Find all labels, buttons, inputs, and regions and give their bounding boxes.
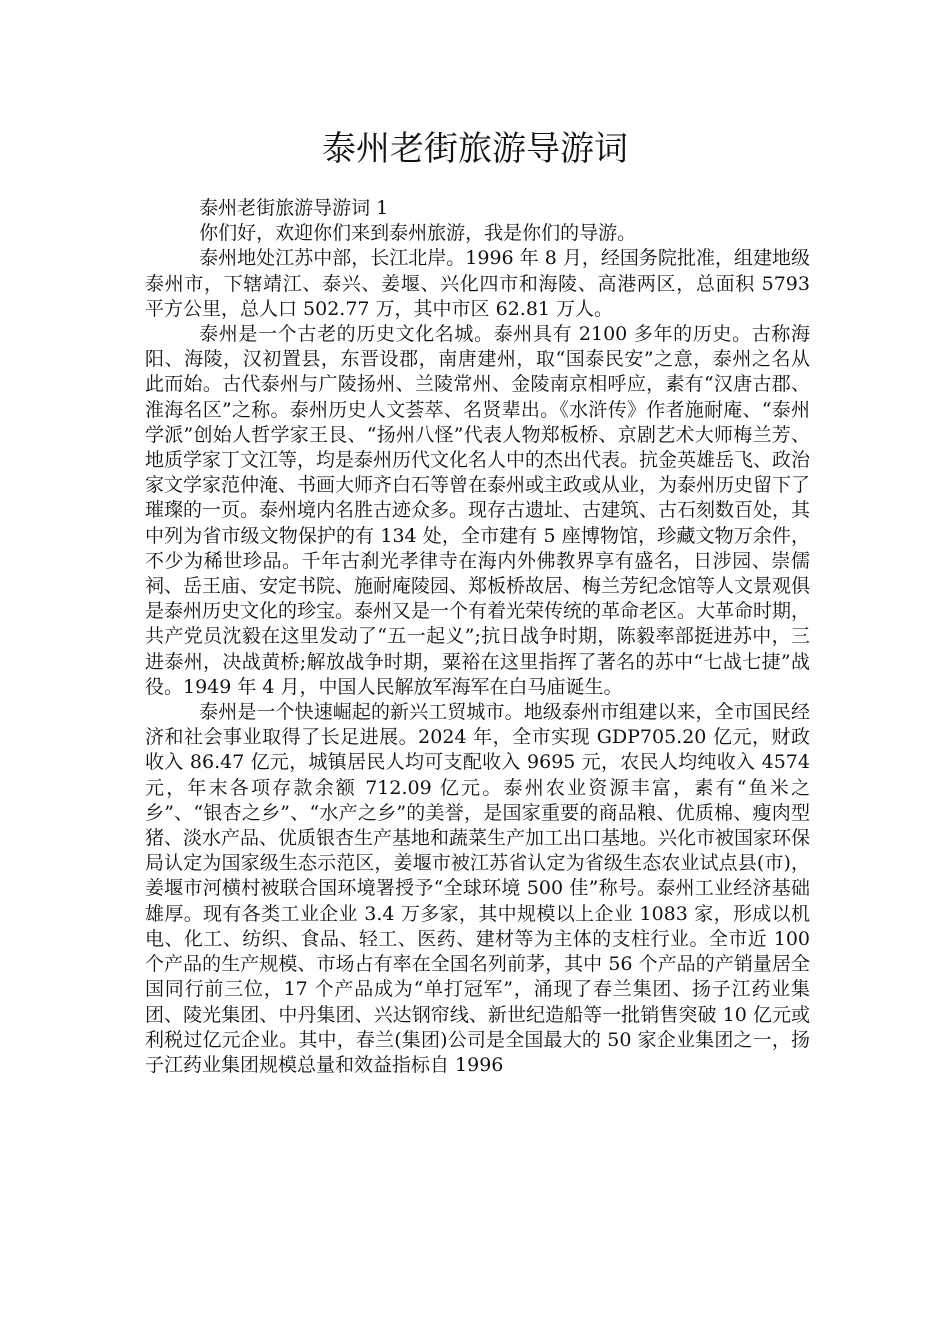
document-title: 泰州老街旅游导游词: [322, 129, 628, 169]
history-paragraph: 泰州是一个古老的历史文化名城。泰州具有 2100 多年的历史。古称海阳、海陵，汉初置县，东晋设郡，南唐建州，取“国泰民安”之意，泰州之名从此而始。古代泰州与广陵扬州、兰陵常州、金陵南京相呼应，素有“汉唐古郡、淮海名区”之称。泰州历史人文荟萃、名贤辈出。《水浒传》作者施耐庵、“泰州学派”创始人哲学家王艮、“扬州八怪”代表人物郑板桥、京剧艺术大师梅兰芳、地质学家丁文江等，均是泰州历代文化名人中的杰出代表。抗金英雄岳飞、政治家文学家范仲淹、书画大师齐白石等曾在泰州或主政或从业，为泰州历史留下了璀璨的一页。泰州境内名胜古迹众多。现存古遗址、古建筑、古石刻数百处，其中列为省市级文物保护的有 134 处，全市建有 5 座博物馆，珍藏文物万余件，不少为稀世珍品。千年古刹光孝律寺在海内外佛教界享有盛名，日涉园、崇儒祠、岳王庙、安定书院、施耐庵陵园、郑板桥故居、梅兰芳纪念馆等人文景观俱是泰州历史文化的珍宝。泰州又是一个有着光荣传统的革命老区。大革命时期，共产党员沈毅在这里发动了“五一起义”;抗日战争时期，陈毅率部挺进苏中，三进泰州，决战黄桥;解放战争时期，粟裕在这里指挥了著名的苏中“七战七捷”战役。1949 年 4 月，中国人民解放军海军在白马庙诞生。: [145, 323, 811, 698]
greeting-paragraph: 你们好，欢迎你们来到泰州旅游，我是你们的导游。: [199, 222, 637, 245]
geography-paragraph: 泰州地处江苏中部，长江北岸。1996 年 8 月，经国务院批准，组建地级泰州市，下辖靖江、泰兴、姜堰、兴化四市和海陵、高港两区，总面积 5793 平方公里，总人口 502.77 万，其中市区 62.81 万人。: [145, 247, 810, 320]
economy-paragraph: 泰州是一个快速崛起的新兴工贸城市。地级泰州市组建以来，全市国民经济和社会事业取得了长足进展。2024 年，全市实现 GDP705.20 亿元，财政收入 86.47 亿元，城镇居民人均可支配收入 9695 元，农民人均纯收入 4574 元，年末各项存款余额 712.09 亿元。泰州农业资源丰富，素有“鱼米之乡”、“银杏之乡”、“水产之乡”的美誉，是国家重要的商品粮、优质棉、瘦肉型猪、淡水产品、优质银杏生产基地和蔬菜生产加工出口基地。兴化市被国家环保局认定为国家级生态示范区，姜堰市被江苏省认定为省级生态农业试点县(市)，姜堰市河横村被联合国环境署授予“全球环境 500 佳”称号。泰州工业经济基础雄厚。现有各类工业企业 3.4 万多家，其中规模以上企业 1083 家，形成以机电、化工、纺织、食品、轻工、医药、建材等为主体的支柱行业。全市近 100 个产品的生产规模、市场占有率在全国名列前茅，其中 56 个产品的产销量居全国同行前三位，17 个产品成为“单打冠军”，涌现了春兰集团、扬子江药业集团、陵光集团、中丹集团、兴达钢帘线、新世纪造船等一批销售突破 10 亿元或利税过亿元企业。其中，春兰(集团)公司是全国最大的 50 家企业集团之一，扬子江药业集团规模总量和效益指标自 1996: [145, 701, 811, 1076]
document-body: [145, 196, 810, 1078]
section-heading: 泰州老街旅游导游词 1: [199, 197, 389, 219]
